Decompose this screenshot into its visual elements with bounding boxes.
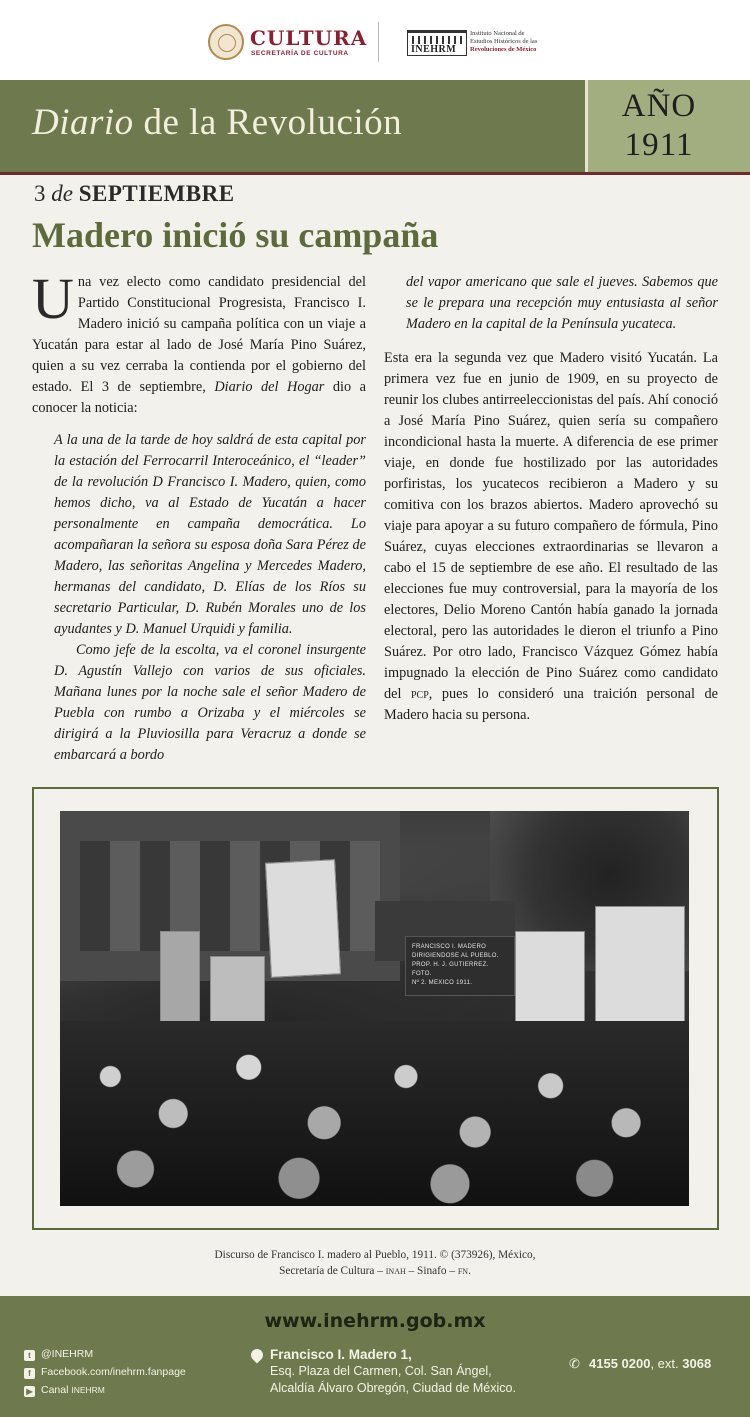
year-label: AÑO (621, 88, 697, 124)
publication-title (32, 101, 402, 144)
youtube-icon: ▶ (24, 1386, 35, 1397)
caption-text-a: Secretaría de Cultura – (279, 1265, 386, 1277)
caption-line-2 (0, 1263, 750, 1279)
drop-cap: U (32, 266, 74, 331)
eagle-seal-icon (208, 24, 244, 60)
caption-inah: inah (385, 1265, 406, 1277)
intro-text-b: dio a conocer la noticia: (32, 379, 366, 416)
inehrm-line-3: Revoluciones de México (470, 46, 537, 53)
year-value: 1911 (624, 127, 694, 163)
address-line-2: Esq. Plaza del Carmen, Col. San Ángel, (270, 1364, 492, 1378)
intro-text-a: na vez electo como candidato presidencial del Partido Constitucional Progresista, Francisco I. Madero inició su campaña política con un viaje a Yucatán para estar al lado de José María Pino Suárez, quien a su vez cerraba la contienda por el gobierno del estado. El 3 de septiembre, (32, 274, 366, 395)
photo-caption (0, 1247, 750, 1279)
photo-sign (210, 956, 265, 1026)
facebook-icon: f (24, 1368, 35, 1379)
intro-paragraph (32, 266, 366, 419)
photo-banner-sign (405, 936, 515, 996)
sign-line-4: Nº 2. MEXICO 1911. (412, 980, 473, 986)
facebook-link[interactable] (24, 1366, 186, 1379)
caption-text-b: – Sinafo – (405, 1265, 458, 1277)
cultura-logo-name: CULTURA (250, 26, 368, 50)
photo-sign (265, 859, 341, 978)
quote-paragraph-1: A la una de la tarde de hoy saldrá de esta capital por la estación del Ferrocarril Interoceánico, el “leader” de la revolución D Francisco I. Madero, quien, como hemos dicho, va al Estado de Yucatán a hacer personalmente en campaña democrática. Lo acompañaran la señora su esposa doña Sara Pérez de Madero, las señoritas Angelina y Mercedes Madero, hermanas del candidato, D. Elías de los Ríos su secretario Particular, D. Rubén Morales uno de los ayudantes y D. Manuel Urquidi y familia. (54, 432, 366, 637)
cultura-logo-subtitle: SECRETARÍA DE CULTURA (251, 50, 349, 57)
intro-source: Diario del Hogar (214, 379, 325, 395)
article-headline: Madero inició su campaña (32, 215, 439, 255)
logo-divider (378, 22, 379, 62)
date-month: SEPTIEMBRE (78, 181, 235, 206)
article-column-right (384, 272, 718, 726)
address-line-1: Francisco I. Madero 1, (270, 1347, 412, 1362)
caption-end: . (468, 1265, 471, 1277)
sign-line-3: PROP. H. J. GUTIERREZ. FOTO. (412, 962, 489, 977)
twitter-icon: t (24, 1350, 35, 1361)
title-italic: Diario (32, 102, 134, 143)
quote-block (54, 430, 366, 766)
phone-number[interactable] (589, 1356, 711, 1371)
historical-photo (60, 811, 689, 1206)
photo-crowd (60, 1021, 689, 1206)
body-text-a: Esta era la segunda vez que Madero visitó Yucatán. La primera vez fue en junio de 1909, en su proyecto de reunir los clubes antirreeleccionistas del país. Ahí conoció a José María Pino Suárez, quien sería su compañero incondicional hasta la muerte. A diferencia de ese primer viaje, en donde fue hostilizado por las autoridades porfiristas, los yucatecos recibieron a Madero y su comitiva con los brazos abiertos. Madero aprovechó su viaje para apoyar a su futuro compañero de fórmula, Pino Suárez, cuyas elecciones extraordinarias se llevaron a cabo el 15 de septiembre de ese año. El resultado de las elecciones fue muy controversial, para la mayoría de los electores, Delio Moreno Cantón había ganado la jornada electoral, pero las autoridades le dieron el triunfo a Pino Suárez. Por otro lado, Francisco Vázquez Gómez había impugnado la elección de Pino Suárez como candidato del (384, 350, 718, 702)
phone-ext-label: , ext. (650, 1356, 683, 1371)
inehrm-acronym: INEHRM (411, 44, 457, 55)
date-day: 3 (34, 181, 46, 206)
photo-sign (595, 906, 685, 1026)
inehrm-full-name (470, 30, 580, 54)
phone-ext: 3068 (682, 1356, 712, 1371)
youtube-text-a: Canal (41, 1384, 72, 1396)
body-text-b: , pues lo consideró una traición personal de Madero hacia su persona. (384, 686, 718, 723)
banner-divider (0, 172, 750, 175)
address-line-3: Alcaldía Álvaro Obregón, Ciudad de México. (270, 1381, 516, 1395)
youtube-text-b: INEHRM (71, 1385, 105, 1395)
article-column-left (32, 266, 366, 766)
twitter-handle: @INEHRM (41, 1348, 94, 1360)
twitter-link[interactable] (24, 1348, 93, 1361)
quote-paragraph-3: del vapor americano que sale el jueves. Sabemos que se le prepara una recepción muy entusiasta al señor Madero en la capital de la Península yucateca. (406, 274, 718, 332)
article-date (34, 181, 235, 207)
title-rest: de la Revolución (133, 102, 403, 143)
sign-line-2: DIRIGIENDOSE AL PUEBLO. (412, 953, 499, 959)
address (270, 1346, 516, 1397)
quote-paragraph-2: Como jefe de la escolta, va el coronel insurgente D. Agustín Vallejo con varios de sus oficiales. Mañana lunes por la noche sale el señor Madero de Puebla con rumbo a Orizaba y el miércoles se dirigirá a la Pluviosilla para Veracruz a donde se embarcará a bordo (54, 642, 366, 763)
phone-main: 4155 0200 (589, 1356, 651, 1371)
facebook-url: Facebook.com/inehrm.fanpage (41, 1366, 186, 1378)
date-de: de (51, 181, 73, 206)
sign-line-1: FRANCISCO I. MADERO (412, 944, 487, 950)
caption-line-1: Discurso de Francisco I. madero al Pueblo, 1911. © (373926), México, (214, 1249, 536, 1261)
logo-bar (0, 0, 750, 80)
website-link[interactable]: www.inehrm.gob.mx (264, 1310, 486, 1332)
body-paragraph (384, 348, 718, 726)
quote-block-continued (406, 272, 718, 335)
inehrm-line-2: Estudios Históricos de las (470, 38, 538, 45)
phone-icon: ✆ (569, 1357, 580, 1372)
body-pcp: pcp (410, 686, 429, 702)
caption-fn: fn (457, 1265, 469, 1277)
inehrm-line-1: Instituto Nacional de (470, 30, 525, 37)
youtube-link[interactable] (24, 1384, 105, 1397)
